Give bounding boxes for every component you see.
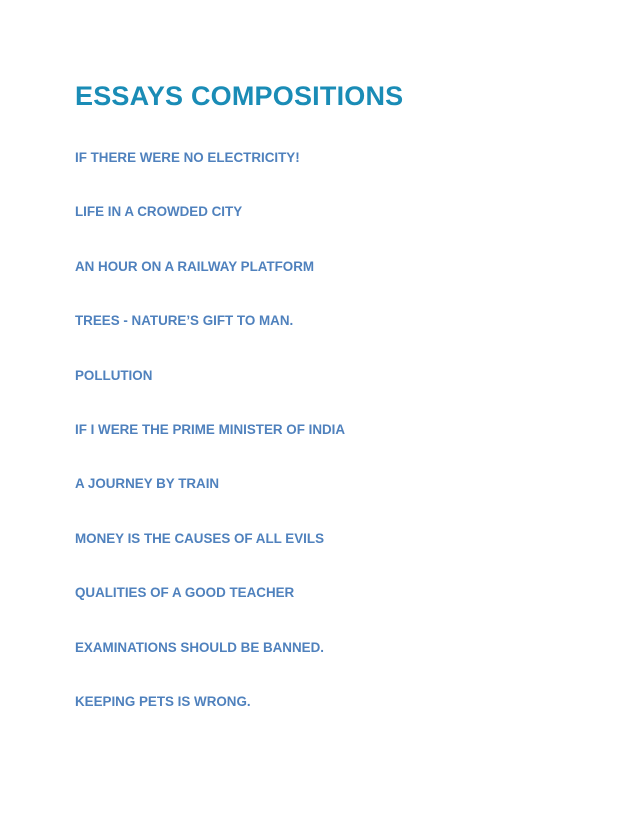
essay-title: KEEPING PETS IS WRONG. xyxy=(75,693,251,709)
essay-title: A JOURNEY BY TRAIN xyxy=(75,476,220,492)
essay-title: POLLUTION xyxy=(75,367,153,383)
essay-title: IF THERE WERE NO ELECTRICITY! xyxy=(75,150,300,165)
essay-title: IF I WERE THE PRIME MINISTER OF INDIA xyxy=(75,421,346,437)
essay-list xyxy=(75,149,345,747)
essay-title: TREES - NATURE’S GIFT TO MAN. xyxy=(75,313,294,329)
essay-title: AN HOUR ON A RAILWAY PLATFORM xyxy=(75,258,315,274)
essay-title: LIFE IN A CROWDED CITY xyxy=(75,204,243,220)
essay-title: EXAMINATIONS SHOULD BE BANNED. xyxy=(75,639,324,655)
page-title: ESSAYS COMPOSITIONS xyxy=(75,81,404,111)
essay-title: QUALITIES OF A GOOD TEACHER xyxy=(75,585,295,601)
essay-title: MONEY IS THE CAUSES OF ALL EVILS xyxy=(75,530,325,546)
